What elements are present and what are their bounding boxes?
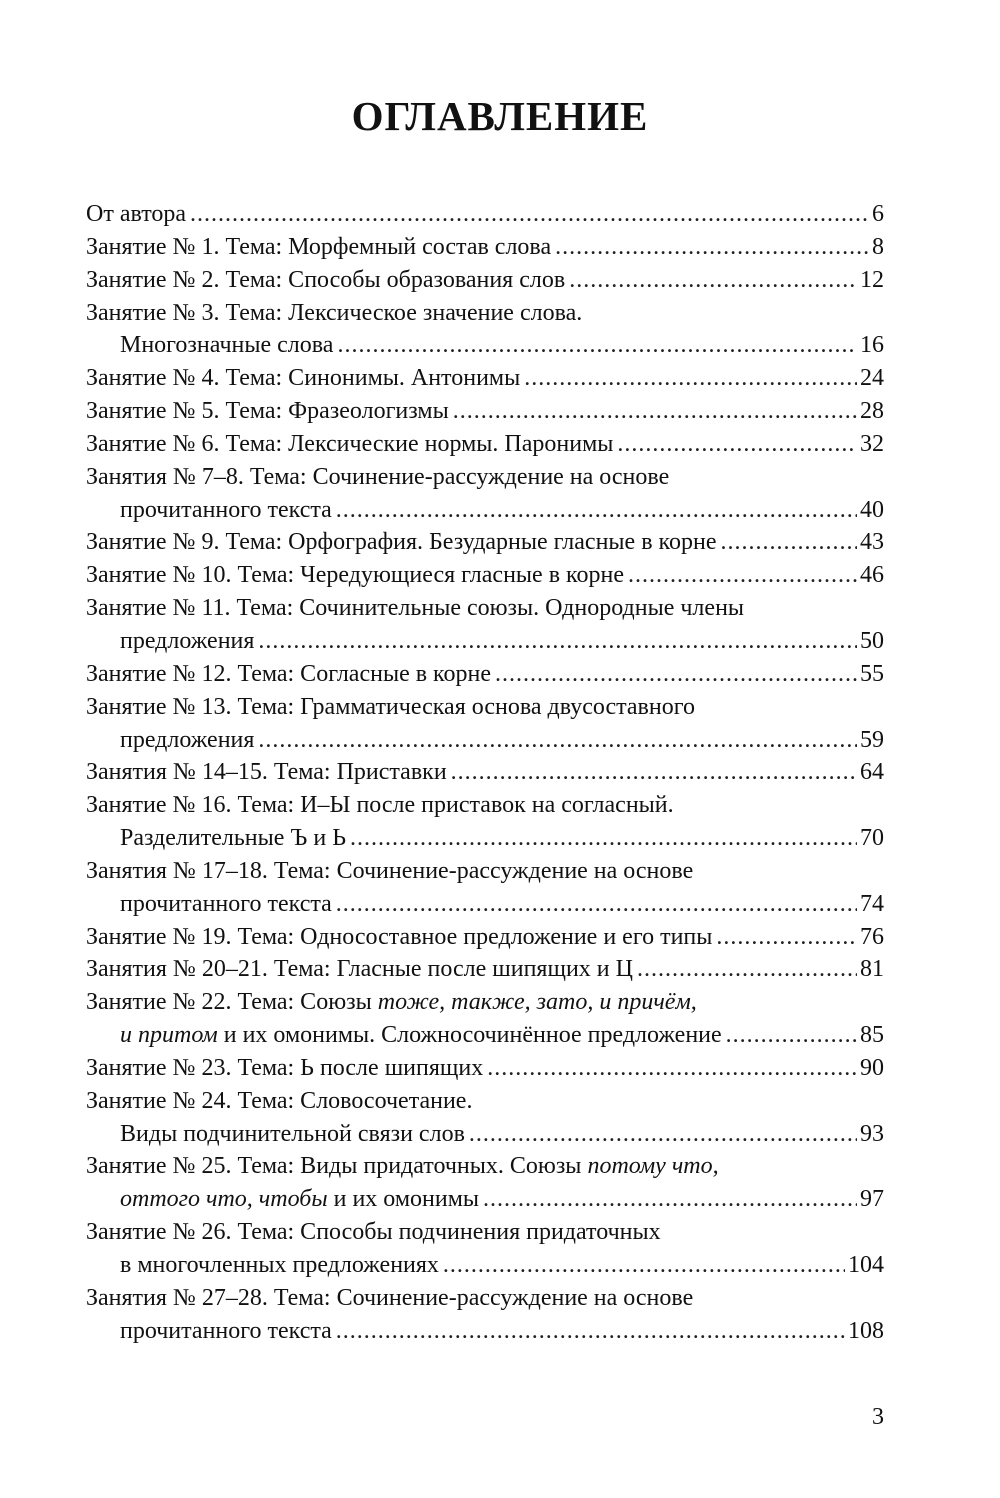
- dot-leader: [451, 756, 857, 789]
- dot-leader: [483, 1183, 857, 1216]
- toc-page-number: 108: [848, 1317, 884, 1344]
- toc-entry-continuation: [86, 1118, 884, 1151]
- toc-entry: [86, 428, 884, 461]
- toc-entry-title: Занятие № 13. Тема: Грамматическая основа двусоставного: [86, 693, 695, 720]
- toc-entry-title: Занятия № 7–8. Тема: Сочинение-рассуждение на основе: [86, 463, 670, 490]
- toc-entry-continuation: [86, 1315, 884, 1348]
- toc-entry: [86, 297, 884, 330]
- toc-entry-title: [86, 986, 697, 1019]
- toc-page-number: 40: [860, 496, 884, 523]
- toc-page-number: 85: [860, 1022, 884, 1049]
- dot-leader: [495, 658, 857, 691]
- toc-entry-title: Занятие № 11. Тема: Сочинительные союзы. Однородные члены: [86, 595, 745, 622]
- toc-entry-title: Занятие № 3. Тема: Лексическое значение слова.: [86, 299, 583, 326]
- toc-entry-title: Занятия № 20–21. Тема: Гласные после шипящих и Ц: [86, 956, 633, 983]
- toc-entry-continuation: [86, 1019, 884, 1052]
- toc-entry-title: Занятие № 2. Тема: Способы образования слов: [86, 266, 566, 293]
- toc-entry: [86, 1216, 884, 1249]
- toc-entry-title: Занятие № 9. Тема: Орфография. Безударные гласные в корне: [86, 529, 717, 556]
- toc-entry: [86, 1085, 884, 1118]
- toc-entry-title: Занятие № 10. Тема: Чередующиеся гласные в корне: [86, 562, 624, 589]
- toc-entry-title-italic: оттого что, чтобы: [120, 1186, 328, 1213]
- dot-leader: [469, 1118, 857, 1151]
- toc-page-number: 12: [860, 266, 884, 293]
- toc-page-number: 81: [860, 956, 884, 983]
- toc-entry-title-cont: прочитанного текста: [120, 496, 332, 523]
- toc-entry-continuation: [86, 1249, 884, 1282]
- toc-page-number: 6: [872, 201, 884, 227]
- toc-entry-title-part: Занятие № 25. Тема: Виды придаточных. Союзы: [86, 1153, 588, 1180]
- dot-leader: [555, 231, 869, 264]
- toc-entry-title: [86, 1150, 719, 1183]
- toc-page-number: 46: [860, 562, 884, 589]
- toc-entry: [86, 789, 884, 822]
- dot-leader: [716, 921, 857, 954]
- toc-entry: [86, 1052, 884, 1085]
- toc-page-number: 70: [860, 825, 884, 852]
- toc-entry-title-cont: предложения: [120, 627, 255, 654]
- toc-page-number: 93: [860, 1120, 884, 1147]
- toc-page-number: 90: [860, 1054, 884, 1081]
- toc-entry-title: Занятия № 14–15. Тема: Приставки: [86, 759, 447, 786]
- toc-entry-title-part: и их омонимы. Сложносочинённое предложение: [217, 1022, 722, 1049]
- dot-leader: [443, 1249, 845, 1282]
- toc-entry-title-cont: Виды подчинительной связи слов: [120, 1120, 465, 1147]
- dot-leader: [487, 1052, 857, 1085]
- toc-entry-title: Занятие № 5. Тема: Фразеологизмы: [86, 398, 449, 425]
- toc-entry-continuation: [86, 625, 884, 658]
- toc-entry-title: Занятие № 19. Тема: Односоставное предложение и его типы: [86, 923, 713, 950]
- toc-entry: [86, 1282, 884, 1315]
- toc-entry-title: Занятия № 17–18. Тема: Сочинение-рассуждение на основе: [86, 857, 694, 884]
- dot-leader: [350, 822, 857, 855]
- toc-entry-title: Занятие № 12. Тема: Согласные в корне: [86, 660, 491, 687]
- toc-entry-title-italic: тоже, также, зато, и причём,: [377, 989, 697, 1016]
- toc-page-number: 50: [860, 627, 884, 654]
- toc-entry-title: Занятия № 27–28. Тема: Сочинение-рассуждение на основе: [86, 1284, 694, 1311]
- toc-entry: [86, 526, 884, 559]
- toc-entry-title-cont: Многозначные слова: [120, 332, 334, 359]
- toc-page-number: 104: [848, 1252, 884, 1278]
- dot-leader: [617, 428, 857, 461]
- dot-leader: [726, 1019, 857, 1052]
- toc-entry: [86, 691, 884, 724]
- dot-leader: [258, 625, 857, 658]
- toc-entry-title-cont: [120, 1183, 479, 1216]
- toc-entry-title-part: Занятие № 22. Тема: Союзы: [86, 989, 378, 1016]
- toc-page-number: 16: [860, 332, 884, 359]
- toc-entry-continuation: [86, 822, 884, 855]
- dot-leader: [524, 362, 857, 395]
- page-title: ОГЛАВЛЕНИЕ: [351, 93, 649, 139]
- toc-page-number: 74: [860, 890, 884, 917]
- toc-entry-title-part: и их омонимы: [327, 1186, 480, 1213]
- toc-entry: [86, 264, 884, 297]
- toc-entry-title: Занятие № 1. Тема: Морфемный состав слова: [86, 233, 552, 260]
- toc-entry: [86, 395, 884, 428]
- dot-leader: [569, 264, 857, 297]
- toc-entry: [86, 953, 884, 986]
- toc-entry-title: Занятие № 24. Тема: Словосочетание.: [86, 1087, 473, 1114]
- dot-leader: [337, 329, 857, 362]
- toc-entry-title-cont: прочитанного текста: [120, 890, 332, 917]
- toc-entry-title-italic: потому что,: [587, 1153, 719, 1180]
- toc-page-number: 97: [860, 1186, 884, 1213]
- dot-leader: [336, 1315, 845, 1348]
- toc-entry: [86, 855, 884, 888]
- toc-entry: [86, 559, 884, 592]
- toc-entry-continuation: [86, 329, 884, 362]
- toc-entry: [86, 986, 884, 1019]
- toc-entry: [86, 1150, 884, 1183]
- toc-page-number: 28: [860, 398, 884, 425]
- toc-entry-continuation: [86, 724, 884, 757]
- dot-leader: [190, 198, 869, 231]
- toc-entry: [86, 362, 884, 395]
- toc-entry-title-cont: прочитанного текста: [120, 1317, 332, 1344]
- dot-leader: [720, 526, 857, 559]
- toc-entry-title-italic: и притом: [120, 1022, 218, 1049]
- toc-page-number: 32: [860, 430, 884, 457]
- toc-entry-title: Занятие № 26. Тема: Способы подчинения придаточных: [86, 1219, 661, 1246]
- toc-entry-title: Занятие № 4. Тема: Синонимы. Антонимы: [86, 365, 521, 392]
- toc-entry-title-cont: Разделительные Ъ и Ь: [120, 825, 346, 852]
- toc-entry-title: Занятие № 23. Тема: Ь после шипящих: [86, 1054, 484, 1081]
- toc-page-number: 64: [860, 759, 884, 786]
- toc-page-number: 59: [860, 726, 884, 753]
- dot-leader: [628, 559, 857, 592]
- toc-page-number: 55: [860, 660, 884, 687]
- dot-leader: [258, 724, 857, 757]
- dot-leader: [336, 494, 857, 527]
- toc-entry: [86, 461, 884, 494]
- toc-entry-title: От автора: [86, 201, 187, 227]
- toc-page-number: 76: [860, 923, 884, 950]
- toc-entry: [86, 592, 884, 625]
- toc-page-number: 43: [860, 529, 884, 556]
- toc-entry: [86, 756, 884, 789]
- toc-entry-title: Занятие № 6. Тема: Лексические нормы. Паронимы: [86, 430, 614, 457]
- toc-entry-continuation: [86, 494, 884, 527]
- toc-entry-continuation: [86, 1183, 884, 1216]
- toc-entry-title: Занятие № 16. Тема: И–Ы после приставок на согласный.: [86, 792, 674, 819]
- toc-entry-continuation: [86, 888, 884, 921]
- toc-entry-title-cont: предложения: [120, 726, 255, 753]
- toc-page-number: 8: [872, 233, 884, 260]
- toc-entry: [86, 231, 884, 264]
- toc-entry: [86, 921, 884, 954]
- toc-entry-title-cont: в многочленных предложениях: [120, 1252, 439, 1278]
- toc-entry: [86, 198, 884, 231]
- table-of-contents: [86, 198, 884, 1348]
- toc-entry: [86, 658, 884, 691]
- dot-leader: [637, 953, 857, 986]
- dot-leader: [453, 395, 857, 428]
- toc-page-number: 24: [860, 365, 884, 392]
- dot-leader: [336, 888, 857, 921]
- toc-entry-title-cont: [120, 1019, 722, 1052]
- page-number: 3: [872, 1404, 884, 1430]
